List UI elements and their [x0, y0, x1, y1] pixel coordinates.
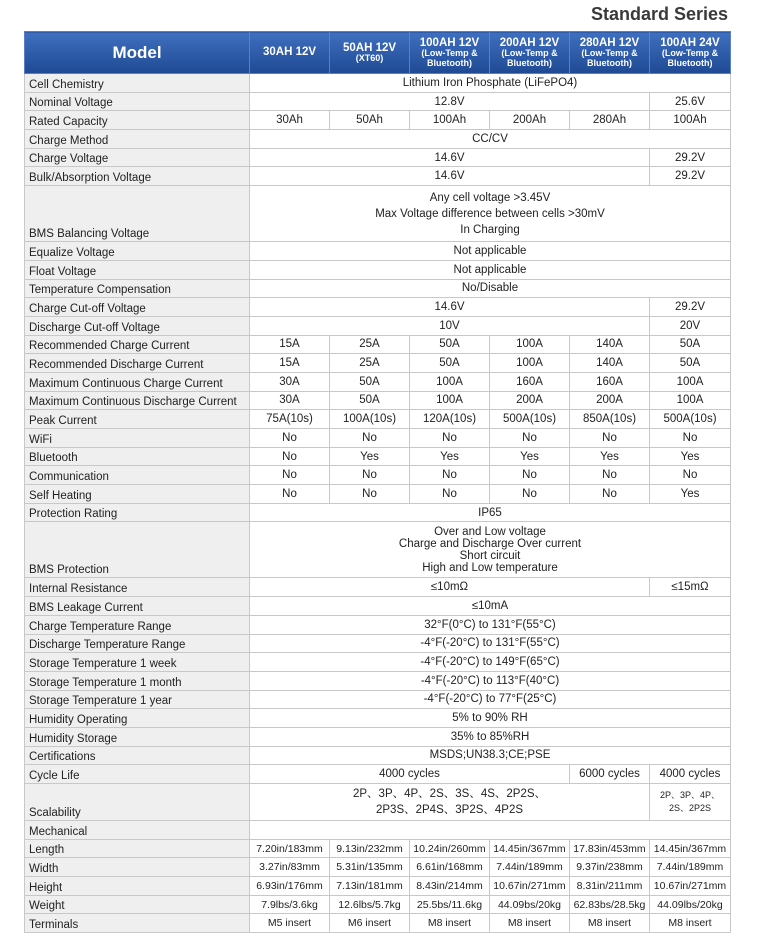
spec-value: 20V — [650, 316, 731, 335]
spec-label: Width — [25, 858, 250, 877]
spec-label: Humidity Operating — [25, 709, 250, 728]
spec-row — [25, 111, 731, 130]
spec-table — [24, 31, 731, 933]
spec-value: M8 insert — [410, 914, 490, 933]
spec-value: M6 insert — [330, 914, 410, 933]
spec-value-line: Max Voltage difference between cells >30mV — [375, 207, 605, 220]
spec-row — [25, 653, 731, 672]
spec-value: 30A — [250, 372, 330, 391]
spec-value: No — [410, 485, 490, 504]
spec-value: No/Disable — [250, 279, 731, 298]
spec-row — [25, 578, 731, 597]
spec-value: 7.13in/181mm — [330, 877, 410, 896]
spec-row — [25, 671, 731, 690]
spec-row — [25, 615, 731, 634]
spec-value — [250, 821, 731, 840]
spec-value: Not applicable — [250, 260, 731, 279]
spec-value: -4°F(-20°C) to 149°F(65°C) — [250, 653, 731, 672]
spec-value: 4000 cycles — [250, 765, 570, 784]
spec-label: Height — [25, 877, 250, 896]
spec-value-line: Short circuit — [459, 549, 521, 562]
spec-value: 50Ah — [330, 111, 410, 130]
spec-value: No — [250, 429, 330, 448]
spec-value: 7.44in/189mm — [650, 858, 731, 877]
spec-label: Discharge Temperature Range — [25, 634, 250, 653]
spec-value: 25A — [330, 335, 410, 354]
spec-value: 10.24in/260mm — [410, 839, 490, 858]
spec-value: Yes — [650, 447, 731, 466]
spec-value: No — [330, 466, 410, 485]
spec-value: 25.6V — [650, 92, 731, 111]
col-header-200ah: 200AH 12V (Low-Temp & Bluetooth) — [490, 32, 570, 74]
spec-label: Storage Temperature 1 month — [25, 671, 250, 690]
spec-value: 62.83bs/28.5kg — [570, 895, 650, 914]
spec-row — [25, 503, 731, 522]
spec-value: 100Ah — [410, 111, 490, 130]
spec-value: 30A — [250, 391, 330, 410]
spec-row — [25, 784, 731, 821]
spec-value: No — [570, 485, 650, 504]
spec-value: 30Ah — [250, 111, 330, 130]
spec-label: Internal Resistance — [25, 578, 250, 597]
spec-value: 5% to 90% RH — [250, 709, 731, 728]
spec-row — [25, 727, 731, 746]
spec-value: MSDS;UN38.3;CE;PSE — [250, 746, 731, 765]
spec-value: No — [490, 466, 570, 485]
spec-row — [25, 130, 731, 149]
spec-value: 29.2V — [650, 148, 731, 167]
spec-row — [25, 372, 731, 391]
spec-value: 100A(10s) — [330, 410, 410, 429]
spec-value: No — [490, 429, 570, 448]
spec-value: 50A — [410, 354, 490, 373]
spec-label: Humidity Storage — [25, 727, 250, 746]
spec-label: Weight — [25, 895, 250, 914]
spec-row — [25, 634, 731, 653]
spec-value: CC/CV — [250, 130, 731, 149]
spec-value-line: Over and Low voltage — [434, 525, 546, 538]
spec-row — [25, 167, 731, 186]
spec-row — [25, 821, 731, 840]
spec-label: BMS Balancing Voltage — [25, 186, 250, 242]
spec-row — [25, 690, 731, 709]
spec-row — [25, 895, 731, 914]
spec-row — [25, 391, 731, 410]
spec-value: 100A — [410, 372, 490, 391]
spec-value: M8 insert — [650, 914, 731, 933]
spec-row — [25, 858, 731, 877]
spec-value: 8.31in/211mm — [570, 877, 650, 896]
spec-value: Yes — [490, 447, 570, 466]
spec-value: 850A(10s) — [570, 410, 650, 429]
spec-row — [25, 447, 731, 466]
spec-value: -4°F(-20°C) to 113°F(40°C) — [250, 671, 731, 690]
series-title: Standard Series — [590, 4, 728, 24]
spec-value: 14.6V — [250, 298, 650, 317]
spec-value: 100Ah — [650, 111, 731, 130]
col-header-100ah-24v: 100AH 24V (Low-Temp & Bluetooth) — [650, 32, 731, 74]
spec-label: Rated Capacity — [25, 111, 250, 130]
spec-label: Length — [25, 839, 250, 858]
spec-label: BMS Leakage Current — [25, 597, 250, 616]
spec-label: Temperature Compensation — [25, 279, 250, 298]
spec-row — [25, 148, 731, 167]
spec-value: No — [410, 466, 490, 485]
spec-value: 200A — [570, 391, 650, 410]
spec-value: 5.31in/135mm — [330, 858, 410, 877]
spec-row — [25, 522, 731, 578]
spec-value: 100A — [490, 354, 570, 373]
spec-row — [25, 260, 731, 279]
spec-row — [25, 485, 731, 504]
spec-row — [25, 242, 731, 261]
spec-label: Self Heating — [25, 485, 250, 504]
spec-value — [250, 784, 650, 821]
spec-row — [25, 746, 731, 765]
spec-row — [25, 429, 731, 448]
spec-value: ≤10mΩ — [250, 578, 650, 597]
spec-label: Recommended Charge Current — [25, 335, 250, 354]
spec-label: Protection Rating — [25, 503, 250, 522]
spec-label: Charge Temperature Range — [25, 615, 250, 634]
spec-row — [25, 914, 731, 933]
spec-row — [25, 335, 731, 354]
spec-value-line: In Charging — [460, 223, 520, 236]
spec-label: Float Voltage — [25, 260, 250, 279]
spec-value: M8 insert — [570, 914, 650, 933]
spec-value: ≤10mA — [250, 597, 731, 616]
spec-label: Bluetooth — [25, 447, 250, 466]
col-header-50ah: 50AH 12V (XT60) — [330, 32, 410, 74]
spec-value: 32°F(0°C) to 131°F(55°C) — [250, 615, 731, 634]
spec-value: 29.2V — [650, 298, 731, 317]
spec-value: 10V — [250, 316, 650, 335]
spec-value: M5 insert — [250, 914, 330, 933]
spec-value-line: High and Low temperature — [422, 561, 558, 574]
spec-value: 50A — [410, 335, 490, 354]
spec-value: 14.6V — [250, 148, 650, 167]
spec-row — [25, 839, 731, 858]
spec-label: Nominal Voltage — [25, 92, 250, 111]
spec-value: 29.2V — [650, 167, 731, 186]
spec-value: 15A — [250, 335, 330, 354]
spec-label: Storage Temperature 1 week — [25, 653, 250, 672]
spec-label: Recommended Discharge Current — [25, 354, 250, 373]
spec-value: 160A — [570, 372, 650, 391]
spec-value: 9.37in/238mm — [570, 858, 650, 877]
spec-label: Charge Cut-off Voltage — [25, 298, 250, 317]
spec-value: 8.43in/214mm — [410, 877, 490, 896]
spec-label: Storage Temperature 1 year — [25, 690, 250, 709]
spec-row — [25, 765, 731, 784]
spec-value: Yes — [570, 447, 650, 466]
spec-body — [25, 74, 731, 933]
spec-value: No — [250, 466, 330, 485]
spec-value: 100A — [650, 391, 731, 410]
spec-label: Maximum Continuous Discharge Current — [25, 391, 250, 410]
spec-row — [25, 709, 731, 728]
spec-value: 140A — [570, 335, 650, 354]
spec-label: Communication — [25, 466, 250, 485]
spec-value: 6.93in/176mm — [250, 877, 330, 896]
spec-value: 35% to 85%RH — [250, 727, 731, 746]
spec-value-line: 2S、2P2S — [668, 803, 712, 813]
spec-row — [25, 279, 731, 298]
spec-value: 25.5bs/11.6kg — [410, 895, 490, 914]
spec-value-line: 2P3S、2P4S、3P2S、4P2S — [375, 804, 524, 816]
spec-value: No — [490, 485, 570, 504]
spec-value: 7.9lbs/3.6kg — [250, 895, 330, 914]
spec-value: 17.83in/453mm — [570, 839, 650, 858]
spec-value: 14.6V — [250, 167, 650, 186]
spec-value: 15A — [250, 354, 330, 373]
spec-value: No — [410, 429, 490, 448]
spec-label: Charge Voltage — [25, 148, 250, 167]
spec-value: -4°F(-20°C) to 131°F(55°C) — [250, 634, 731, 653]
spec-label: Mechanical — [25, 821, 250, 840]
spec-row — [25, 316, 731, 335]
spec-value: Lithium Iron Phosphate (LiFePO4) — [250, 74, 731, 93]
spec-label: Discharge Cut-off Voltage — [25, 316, 250, 335]
spec-row — [25, 92, 731, 111]
spec-value: 25A — [330, 354, 410, 373]
spec-row — [25, 74, 731, 93]
spec-value: 12.6lbs/5.7kg — [330, 895, 410, 914]
spec-label: Bulk/Absorption Voltage — [25, 167, 250, 186]
spec-value — [250, 186, 731, 242]
spec-value: IP65 — [250, 503, 731, 522]
spec-value: 500A(10s) — [650, 410, 731, 429]
spec-value: 100A — [490, 335, 570, 354]
spec-label: Peak Current — [25, 410, 250, 429]
spec-value: 140A — [570, 354, 650, 373]
spec-value: 44.09bs/20kg — [490, 895, 570, 914]
spec-value-line: 2P、3P、4P、2S、3S、4S、2P2S、 — [352, 788, 547, 800]
spec-value: 12.8V — [250, 92, 650, 111]
spec-value: 160A — [490, 372, 570, 391]
spec-value: 44.09lbs/20kg — [650, 895, 731, 914]
header-row — [25, 32, 731, 74]
spec-label: Certifications — [25, 746, 250, 765]
spec-value-line: Charge and Discharge Over current — [398, 537, 582, 550]
col-header-280ah: 280AH 12V (Low-Temp & Bluetooth) — [570, 32, 650, 74]
spec-value: 14.45in/367mm — [490, 839, 570, 858]
spec-value: 75A(10s) — [250, 410, 330, 429]
spec-value: ≤15mΩ — [650, 578, 731, 597]
spec-value: 50A — [330, 391, 410, 410]
spec-label: WiFi — [25, 429, 250, 448]
spec-label: Charge Method — [25, 130, 250, 149]
col-header-100ah-12v: 100AH 12V (Low-Temp & Bluetooth) — [410, 32, 490, 74]
spec-row — [25, 410, 731, 429]
spec-value: 14.45in/367mm — [650, 839, 731, 858]
spec-label: Scalability — [25, 784, 250, 821]
spec-value: 200A — [490, 391, 570, 410]
spec-value: M8 insert — [490, 914, 570, 933]
spec-row — [25, 186, 731, 242]
spec-value: 280Ah — [570, 111, 650, 130]
spec-value: Yes — [650, 485, 731, 504]
spec-label: Cycle Life — [25, 765, 250, 784]
spec-value: 500A(10s) — [490, 410, 570, 429]
spec-value: No — [570, 429, 650, 448]
spec-value — [250, 522, 731, 578]
spec-value: 50A — [330, 372, 410, 391]
spec-value: 7.20in/183mm — [250, 839, 330, 858]
spec-value: 100A — [410, 391, 490, 410]
spec-row — [25, 877, 731, 896]
spec-value: 200Ah — [490, 111, 570, 130]
spec-value: 50A — [650, 354, 731, 373]
spec-value: 10.67in/271mm — [490, 877, 570, 896]
spec-value-line: Any cell voltage >3.45V — [429, 191, 551, 204]
spec-row — [25, 597, 731, 616]
spec-value: 9.13in/232mm — [330, 839, 410, 858]
spec-value: 6.61in/168mm — [410, 858, 490, 877]
spec-value: Not applicable — [250, 242, 731, 261]
spec-value — [650, 784, 731, 821]
spec-label: Terminals — [25, 914, 250, 933]
spec-value: No — [650, 429, 731, 448]
spec-value: No — [330, 485, 410, 504]
spec-value: 10.67in/271mm — [650, 877, 731, 896]
spec-value: 6000 cycles — [570, 765, 650, 784]
spec-row — [25, 466, 731, 485]
spec-value-line: 2P、3P、4P、 — [659, 790, 721, 800]
spec-label: BMS Protection — [25, 522, 250, 578]
spec-value: No — [570, 466, 650, 485]
spec-value: No — [650, 466, 731, 485]
spec-value: 50A — [650, 335, 731, 354]
spec-value: 120A(10s) — [410, 410, 490, 429]
spec-value: No — [330, 429, 410, 448]
spec-row — [25, 298, 731, 317]
spec-value: 4000 cycles — [650, 765, 731, 784]
spec-row — [25, 354, 731, 373]
spec-label: Cell Chemistry — [25, 74, 250, 93]
spec-value: 100A — [650, 372, 731, 391]
spec-label: Equalize Voltage — [25, 242, 250, 261]
spec-value: 7.44in/189mm — [490, 858, 570, 877]
spec-label: Maximum Continuous Charge Current — [25, 372, 250, 391]
col-header-30ah: 30AH 12V — [250, 32, 330, 74]
spec-value: No — [250, 485, 330, 504]
spec-value: Yes — [410, 447, 490, 466]
model-header: Model — [25, 32, 250, 74]
spec-value: -4°F(-20°C) to 77°F(25°C) — [250, 690, 731, 709]
spec-value: No — [250, 447, 330, 466]
spec-value: 3.27in/83mm — [250, 858, 330, 877]
spec-value: Yes — [330, 447, 410, 466]
